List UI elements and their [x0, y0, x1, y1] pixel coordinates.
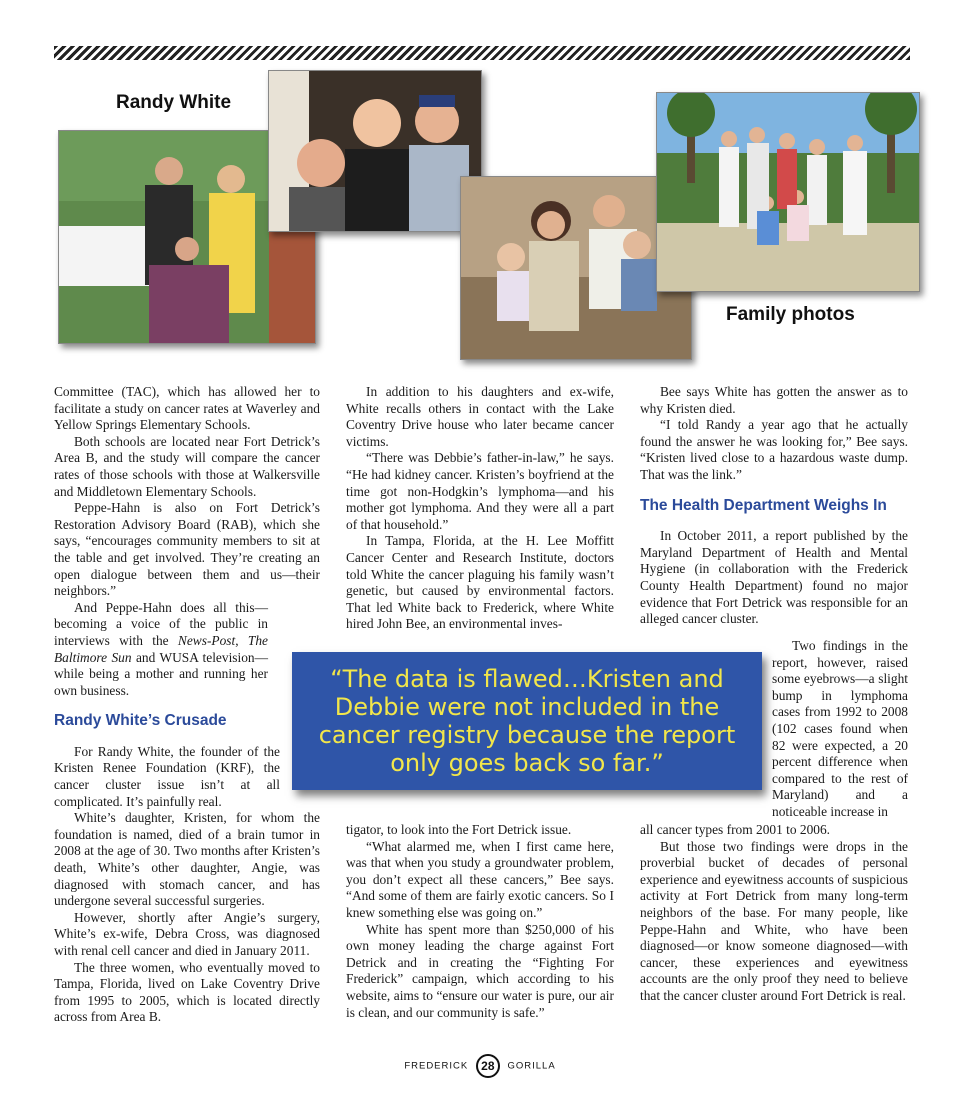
section-heading: Randy White’s Crusade: [54, 712, 227, 730]
trio-photo: [268, 70, 482, 232]
section-heading: The Health Department Weighs In: [640, 496, 887, 514]
pull-quote-text: “The data is flawed…Kristen and Debbie were not included in the cancer registry because the report only goes back so far.”: [318, 665, 736, 777]
article-column-2: [346, 384, 614, 633]
footer-magazine-name-left: FREDERICK: [404, 1060, 469, 1072]
footer-magazine-name-right: GORILLA: [507, 1060, 556, 1072]
paragraph: Two findings in the report, however, raised some eyebrows—a slight bump in lymphoma cases from 1992 to 2008 (102 cases found when 82 were expected, a 20 percent difference when compared to the rest of Maryland) and a noticeable increase in: [772, 638, 908, 819]
paragraph: Bee says White has gotten the answer as to why Kristen died.: [640, 384, 908, 416]
paragraph: White has spent more than $250,000 of his own money leading the charge against Fort Detrick and in creating the “Fighting For Frederick” campaign, which according to his website, aims to “ensure our water is pure, our air is clean, and our community is safe.”: [346, 921, 614, 1020]
paragraph: “There was Debbie’s father-in-law,” he says. “He had kidney cancer. Kristen’s boyfriend at the time got non-Hodgkin’s lymphoma—and his mother got lymphoma. And they were all a part of that household.”: [346, 450, 614, 532]
paragraph: For Randy White, the founder of the Kristen Renee Foundation (KRF), the cancer cluster issue isn’t at all complicated. It’s painfully real.: [54, 743, 280, 809]
paragraph: “I told Randy a year ago that he actually found the answer he was looking for,” Bee says. “Kristen lived close to a hazardous waste dump. That was the link.”: [640, 417, 908, 482]
paragraph: In addition to his daughters and ex-wife, White recalls others in contact with the Lake Coventry Drive house who later became cancer victims.: [346, 384, 614, 449]
paragraph: In Tampa, Florida, at the H. Lee Moffitt Cancer Center and Research Institute, doctors told White the cancer plaguing his family wasn’t genetic, but caused by environmental factors. That led White back to Frederick, where White hired John Bee, an environmental inves-: [346, 533, 614, 632]
paragraph: all cancer types from 2001 to 2006.: [640, 822, 831, 837]
paragraph: The three women, who eventually moved to Tampa, Florida, lived on Lake Coventry Drive from 1995 to 2005, which is located directly across from Area B.: [54, 959, 320, 1025]
paragraph: Both schools are located near Fort Detrick’s Area B, and the study will compare the cancer rates of those schools with those at Walkersville and Middletown Elementary Schools.: [54, 433, 320, 499]
pull-quote: [292, 652, 762, 790]
paragraph: In October 2011, a report published by the Maryland Department of Health and Mental Hygiene (in collaboration with the Frederick County Health Department) found no major evidence that Fort Detrick was responsible for an alleged cancer cluster.: [640, 528, 908, 627]
caption-family-photos: Family photos: [726, 304, 855, 325]
text-span: and WUSA television—while being a mother and running her own business.: [54, 649, 269, 698]
paragraph: “What alarmed me, when I first came here, was that when you study a groundwater problem, you don’t expect all these cancers,” Bee says. “And some of them are fairly exotic cancers. So I knew something else was going on.”: [346, 838, 614, 920]
paragraph: tigator, to look into the Fort Detrick issue.: [346, 822, 572, 837]
paragraph: White’s daughter, Kristen, for whom the foundation is named, died of a brain tumor in 2008 at the age of 30. Two months after Kristen’s death, White’s other daughter, Angie, was diagnosed with stomach cancer, and has undergone several successful surgeries.: [54, 810, 320, 909]
publication-name: News-Post: [177, 632, 236, 648]
page-number: 28: [476, 1054, 500, 1078]
article-column-3-wrap: [772, 638, 908, 821]
article-column-2-continued: [346, 822, 614, 1021]
beach-family-photo: [656, 92, 920, 292]
text-span: ,: [235, 632, 248, 648]
caption-randy-white: Randy White: [116, 92, 232, 113]
page-footer: [0, 1054, 960, 1078]
text-span: And Peppe-Hahn does all this—becoming a voice of the public in interviews with the: [54, 599, 268, 648]
paragraph: However, shortly after Angie’s surgery, White’s ex-wife, Debra Cross, was diagnosed with renal cell cancer and died in January 2011.: [54, 909, 320, 958]
publication-name: The Baltimore Sun: [54, 632, 268, 665]
article-column-1: [54, 384, 320, 1026]
article-column-3-continued: [640, 822, 908, 1005]
paragraph: [54, 600, 268, 700]
paragraph: Peppe-Hahn is also on Fort Detrick’s Restoration Advisory Board (RAB), which she says, “encourages community members to sit at the table and get involved. They’re creating an open dialogue between them and us—their neighbors.”: [54, 500, 320, 599]
paragraph: But those two findings were drops in the proverbial bucket of decades of personal experience and eyewitness accounts of suspicious activity at Fort Detrick from many long-term neighbors of the base. For many people, like Peppe-Hahn and White, who have been diagnosed—or know someone diagnosed—with cancer, these experiences and eyewitness accounts are the only proof they need to believe that the cancer cluster around Fort Detrick is real.: [640, 838, 908, 1003]
article-column-3: [640, 384, 908, 628]
paragraph: Committee (TAC), which has allowed her to facilitate a study on cancer rates at Waverley and Yellow Springs Elementary Schools.: [54, 384, 320, 433]
decorative-hatch-band: [54, 46, 910, 60]
